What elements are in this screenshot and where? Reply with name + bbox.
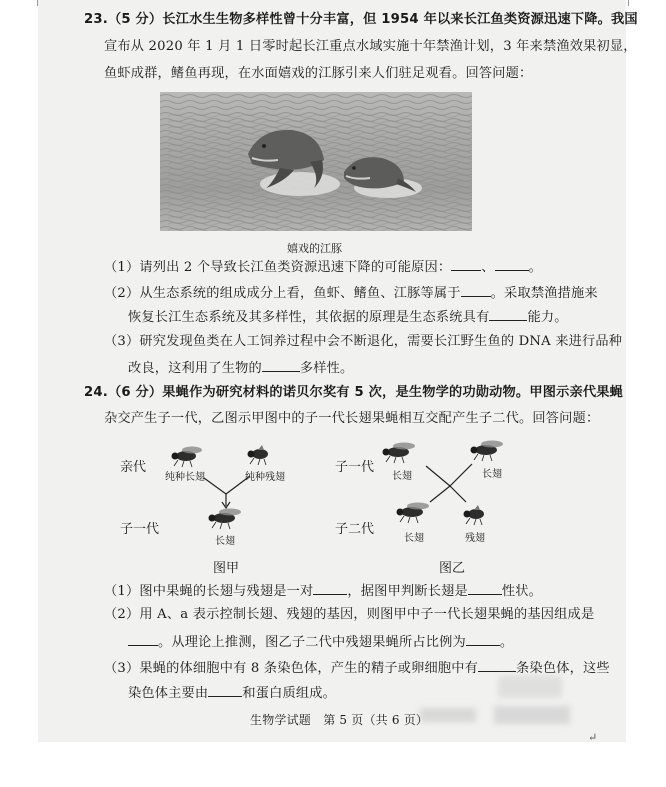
gen-label-parent: 亲代: [120, 460, 147, 475]
fly-label: 长翅: [482, 469, 502, 480]
dolphins-image: [160, 92, 472, 231]
gen-label-f2: 子二代: [335, 522, 375, 537]
redacted-text: [420, 708, 476, 722]
river-dolphin-photo: [160, 92, 472, 231]
fly-label: 纯种残翅: [245, 472, 285, 483]
q24-item1: （1）图中果蝇的长翅与残翅是一对 ，据图甲判断长翅是 性状。: [104, 580, 542, 601]
answer-blank[interactable]: [495, 256, 529, 271]
answer-blank[interactable]: [262, 357, 300, 372]
figure-a-caption: 图甲: [213, 561, 240, 576]
fly-icon: [209, 509, 242, 530]
q23-line1: 23.（5 分）长江水生生物多样性曾十分丰富，但 1954 年以来长江鱼类资源迅速下降。我国: [84, 12, 638, 27]
figure-b-caption: 图乙: [439, 561, 466, 576]
answer-blank[interactable]: [489, 306, 527, 321]
q24-line1: 24.（6 分）果蝇作为研究材料的诺贝尔奖有 5 次，是生物学的功勋动物。甲图示亲代果蝇: [84, 385, 624, 400]
q24-item3b: 染色体主要由 和蛋白质组成。: [128, 682, 336, 703]
answer-blank[interactable]: [208, 682, 242, 697]
redacted-text: [494, 706, 570, 724]
answer-blank[interactable]: [466, 631, 500, 646]
fly-icon: [172, 447, 203, 468]
gen-label-f1: 子一代: [120, 522, 160, 537]
q23-item2a: （2）从生态系统的组成成分上看，鱼虾、鳍鱼、江豚等属于 。采取禁渔措施来: [104, 282, 598, 303]
q23-item3b: 改良，这利用了生物的 多样性。: [128, 357, 353, 378]
q24-item3a: （3）果蝇的体细胞中有 8 条染色体，产生的精子或卵细胞中有 条染色体，这些: [104, 657, 610, 678]
crop-mark: [37, 0, 38, 6]
q23-line2: 宣布从 2020 年 1 月 1 日零时起长江重点水域实施十年禁渔计划，3 年来禁渔效果初显，: [104, 39, 637, 54]
fly-label: 长翅: [404, 533, 424, 544]
cross-diagram-a: [150, 436, 310, 546]
q24-item2a: （2）用 A、a 表示控制长翅、残翅的基因，则图甲中子一代长翅果蝇的基因组成是: [104, 607, 595, 622]
redacted-stamp: [498, 676, 562, 698]
fly-label: 残翅: [465, 533, 485, 544]
gen-label-f1: 子一代: [335, 460, 375, 475]
answer-blank[interactable]: [451, 256, 481, 271]
fly-icon: [248, 445, 269, 465]
fly-label: 长翅: [392, 471, 412, 482]
q24-line2: 杂交产生子一代，乙图示甲图中的子一代长翅果蝇相互交配产生子二代。回答问题：: [104, 411, 600, 426]
fly-label: 纯种长翅: [165, 472, 205, 483]
answer-blank[interactable]: [128, 631, 158, 646]
fly-icon: [397, 503, 430, 524]
q24-item2b: 。从理论上推测，图乙子二代中残翅果蝇所占比例为 。: [128, 631, 513, 652]
fly-icon: [471, 441, 504, 462]
photo-caption: 嬉戏的江豚: [287, 242, 342, 255]
fly-icon: [464, 505, 485, 525]
return-mark: ↵: [588, 731, 598, 744]
page-footer: 生物学试题 第 5 页（共 6 页）: [250, 713, 429, 727]
cross-diagram-b: [378, 432, 518, 544]
q23-item2b: 恢复长江生态系统及其多样性，其依据的原理是生态系统具有 能力。: [128, 306, 568, 327]
fly-label: 长翅: [215, 536, 235, 547]
q23-line3: 鱼虾成群，鳍鱼再现，在水面嬉戏的江豚引来人们驻足观看。回答问题：: [104, 66, 533, 81]
answer-blank[interactable]: [461, 282, 491, 297]
q23-item1: （1）请列出 2 个导致长江鱼类资源迅速下降的可能原因： 、 。: [104, 256, 542, 277]
answer-blank[interactable]: [478, 657, 516, 672]
q23-item3a: （3）研究发现鱼类在人工饲养过程中会不断退化，需要长江野生鱼的 DNA 来进行品种: [104, 334, 623, 349]
answer-blank[interactable]: [468, 580, 502, 595]
fly-icon: [383, 443, 416, 464]
crop-mark: [628, 0, 629, 6]
answer-blank[interactable]: [313, 580, 347, 595]
